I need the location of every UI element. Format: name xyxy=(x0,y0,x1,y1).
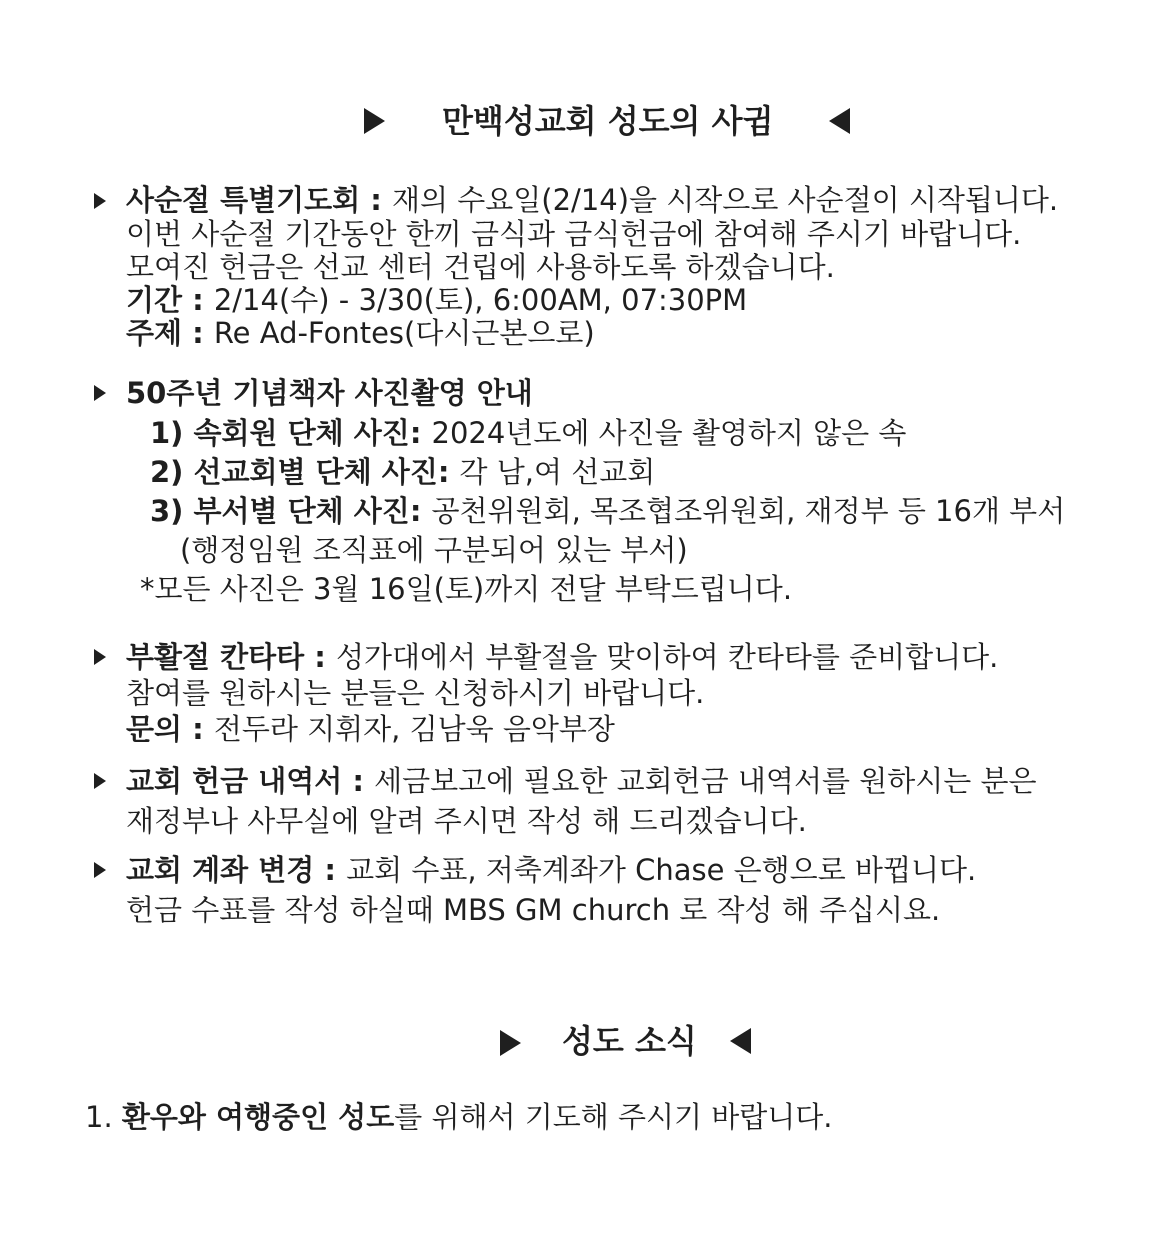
news-item-1-rest: 를 위해서 기도해 주시기 바랍니다. xyxy=(394,1100,833,1134)
anniversary-sub-3-continued: (행정임원 조직표에 구분되어 있는 부서) xyxy=(180,533,688,567)
easter-cantata-contact xyxy=(126,713,615,746)
anniversary-sub-3 xyxy=(150,495,1065,528)
lent-period-line xyxy=(126,284,747,317)
anniversary-sub-2 xyxy=(150,456,655,489)
lent-period-label: 기간 : xyxy=(126,283,214,317)
lent-prayer-text-3: 모여진 헌금은 선교 센터 건립에 사용하도록 하겠습니다. xyxy=(126,250,835,284)
anniversary-sub-2-label: 2) 선교회별 단체 사진: xyxy=(150,455,460,489)
easter-cantata-label: 부활절 칸타타 : xyxy=(126,640,336,674)
account-change-text-2: 헌금 수표를 작성 하실때 MBS GM church 로 작성 해 주십시요. xyxy=(126,893,941,927)
offering-statement-text-2: 재정부나 사무실에 알려 주시면 작성 해 드리겠습니다. xyxy=(126,804,807,838)
account-change-label: 교회 계좌 변경 : xyxy=(126,853,347,887)
easter-cantata-line-1 xyxy=(126,641,998,674)
lent-theme-value: Re Ad-Fontes(다시근본으로) xyxy=(213,316,595,350)
anniversary-sub-3-value: 공천위원회, 목조협조위원회, 재정부 등 16개 부서 xyxy=(431,494,1066,528)
easter-cantata-text-2: 참여를 원하시는 분들은 신청하시기 바랍니다. xyxy=(126,676,705,710)
bullet-icon xyxy=(94,773,106,789)
left-triangle-icon xyxy=(829,108,850,134)
news-item-1 xyxy=(85,1101,833,1134)
account-change-text-1: 교회 수표, 저축계좌가 Chase 은행으로 바뀝니다. xyxy=(346,853,977,887)
lent-prayer-label: 사순절 특별기도회 : xyxy=(126,183,392,217)
offering-statement-text-1: 세금보고에 필요한 교회헌금 내역서를 원하시는 분은 xyxy=(374,764,1037,798)
lent-prayer-line-1 xyxy=(126,184,1058,217)
anniversary-sub-1-value: 2024년도에 사진을 촬영하지 않은 속 xyxy=(431,416,907,450)
anniversary-photo-title: 50주년 기념책자 사진촬영 안내 xyxy=(126,376,533,410)
lent-period-value: 2/14(수) - 3/30(토), 6:00AM, 07:30PM xyxy=(213,283,748,317)
left-triangle-icon xyxy=(730,1028,751,1054)
lent-prayer-text-2: 이번 사순절 기간동안 한끼 금식과 금식헌금에 참여해 주시기 바랍니다. xyxy=(126,217,1022,251)
anniversary-sub-1-label: 1) 속회원 단체 사진: xyxy=(150,416,432,450)
bullet-icon xyxy=(94,862,106,878)
bullet-icon xyxy=(94,193,106,209)
anniversary-sub-3-label: 3) 부서별 단체 사진: xyxy=(150,494,432,528)
account-change-line-1 xyxy=(126,854,976,887)
lent-theme-label: 주제 : xyxy=(126,316,214,350)
anniversary-sub-2-value: 각 남,여 선교회 xyxy=(459,455,656,489)
easter-cantata-text-1: 성가대에서 부활절을 맞이하여 칸타타를 준비합니다. xyxy=(335,640,999,674)
anniversary-sub-1 xyxy=(150,417,906,450)
right-triangle-icon xyxy=(500,1030,521,1056)
bullet-icon xyxy=(94,649,106,665)
offering-statement-line-1 xyxy=(126,765,1037,798)
news-item-1-number: 1. xyxy=(85,1100,122,1134)
lent-prayer-text-1: 재의 수요일(2/14)을 시작으로 사순절이 시작됩니다. xyxy=(392,183,1059,217)
lent-theme-line xyxy=(126,317,595,350)
news-title: 성도 소식 xyxy=(562,1022,697,1060)
news-item-1-bold: 환우와 여행중인 성도 xyxy=(121,1100,395,1134)
easter-contact-label: 문의 : xyxy=(126,712,214,746)
anniversary-note: *모든 사진은 3월 16일(토)까지 전달 부탁드립니다. xyxy=(140,572,793,606)
page-title: 만백성교회 성도의 사귐 xyxy=(442,102,774,140)
offering-statement-label: 교회 헌금 내역서 : xyxy=(126,764,375,798)
bullet-icon xyxy=(94,385,106,401)
right-triangle-icon xyxy=(364,108,385,134)
easter-contact-value: 전두라 지휘자, 김남욱 음악부장 xyxy=(213,712,615,746)
